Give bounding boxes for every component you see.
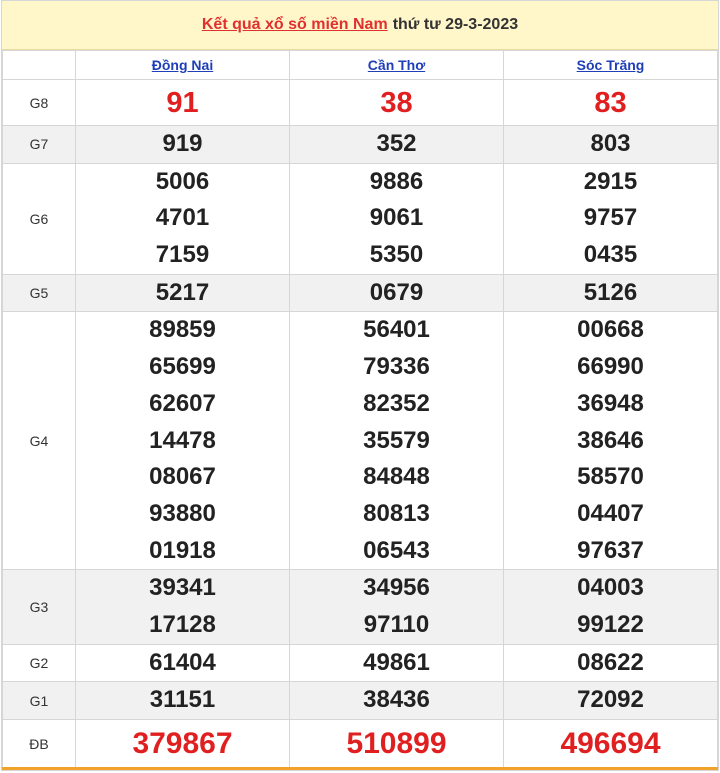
prize-number: 36948 bbox=[577, 389, 644, 417]
prize-number: 5006 bbox=[155, 167, 210, 195]
prize-number: 17128 bbox=[149, 610, 216, 638]
prize-row-g2 bbox=[3, 644, 718, 682]
results-title-bar bbox=[2, 1, 718, 50]
prize-number: 72092 bbox=[504, 682, 718, 720]
prize-number-stack bbox=[504, 163, 718, 274]
province-link-soc-trang[interactable]: Sóc Trăng bbox=[576, 57, 645, 73]
prize-number: 4701 bbox=[155, 204, 210, 232]
prize-number: 00668 bbox=[577, 316, 644, 344]
prize-row-g3 bbox=[3, 570, 718, 644]
prize-number: 0435 bbox=[583, 241, 638, 269]
prize-number: 62607 bbox=[149, 389, 216, 417]
prize-row-g4 bbox=[3, 312, 718, 570]
prize-number: 919 bbox=[76, 126, 290, 164]
prize-number: 14478 bbox=[149, 426, 216, 454]
prize-row-g7 bbox=[3, 126, 718, 164]
prize-number: 352 bbox=[290, 126, 504, 164]
prize-number: 31151 bbox=[76, 682, 290, 720]
prize-number: 9757 bbox=[583, 204, 638, 232]
prize-label: G6 bbox=[3, 163, 76, 274]
province-link-can-tho[interactable]: Cần Thơ bbox=[367, 57, 426, 73]
prize-number: 08067 bbox=[149, 463, 216, 491]
results-title-link[interactable]: Kết quả xổ số miền Nam bbox=[201, 16, 388, 33]
prize-number: 89859 bbox=[149, 316, 216, 344]
prize-number: 08622 bbox=[504, 644, 718, 682]
prize-number: 80813 bbox=[363, 499, 430, 527]
prize-number: 83 bbox=[504, 80, 718, 126]
prize-number-stack bbox=[290, 163, 504, 274]
prize-label: G7 bbox=[3, 126, 76, 164]
results-date-text: thứ tư 29-3-2023 bbox=[392, 16, 519, 33]
prize-number: 7159 bbox=[155, 241, 210, 269]
prize-number: 04003 bbox=[577, 574, 644, 602]
prize-number: 01918 bbox=[149, 536, 216, 564]
prize-number: 0679 bbox=[290, 274, 504, 312]
special-prize-number: 496694 bbox=[504, 720, 718, 769]
prize-label: G5 bbox=[3, 274, 76, 312]
prize-row-g5 bbox=[3, 274, 718, 312]
prize-number: 38 bbox=[290, 80, 504, 126]
special-prize-number: 379867 bbox=[76, 720, 290, 769]
province-header-cell bbox=[504, 51, 718, 80]
prize-number: 93880 bbox=[149, 499, 216, 527]
prize-number-stack bbox=[504, 312, 718, 570]
prize-number: 56401 bbox=[363, 316, 430, 344]
prize-number: 65699 bbox=[149, 353, 216, 381]
prize-number: 9061 bbox=[369, 204, 424, 232]
prize-number: 49861 bbox=[290, 644, 504, 682]
prize-number: 39341 bbox=[149, 574, 216, 602]
prize-number: 99122 bbox=[577, 610, 644, 638]
prize-number: 66990 bbox=[577, 353, 644, 381]
prize-number-stack bbox=[504, 570, 718, 644]
prize-number: 79336 bbox=[363, 353, 430, 381]
corner-cell bbox=[3, 51, 76, 80]
prize-number-stack bbox=[290, 570, 504, 644]
prize-number-stack bbox=[290, 312, 504, 570]
prize-row-g8 bbox=[3, 80, 718, 126]
prize-number: 82352 bbox=[363, 389, 430, 417]
lottery-results-table-container bbox=[1, 0, 719, 771]
prize-number: 2915 bbox=[583, 167, 638, 195]
province-header-cell bbox=[76, 51, 290, 80]
prize-number: 803 bbox=[504, 126, 718, 164]
prize-label: G8 bbox=[3, 80, 76, 126]
prize-number-stack bbox=[76, 570, 290, 644]
prize-number: 97110 bbox=[363, 610, 430, 638]
prize-number: 38436 bbox=[290, 682, 504, 720]
prize-row-special bbox=[3, 720, 718, 769]
prize-number: 5126 bbox=[504, 274, 718, 312]
province-header-cell bbox=[290, 51, 504, 80]
prize-number: 9886 bbox=[369, 167, 424, 195]
prize-label: G2 bbox=[3, 644, 76, 682]
prize-number: 97637 bbox=[577, 536, 644, 564]
prize-number-stack bbox=[76, 163, 290, 274]
prize-number: 91 bbox=[76, 80, 290, 126]
special-prize-number: 510899 bbox=[290, 720, 504, 769]
prize-number: 38646 bbox=[577, 426, 644, 454]
prize-label: ĐB bbox=[3, 720, 76, 769]
prize-number: 5350 bbox=[369, 241, 424, 269]
prize-label: G4 bbox=[3, 312, 76, 570]
prize-number: 34956 bbox=[363, 574, 430, 602]
prize-number: 84848 bbox=[363, 463, 430, 491]
results-table bbox=[2, 50, 718, 769]
prize-row-g1 bbox=[3, 682, 718, 720]
prize-row-g6 bbox=[3, 163, 718, 274]
prize-number: 35579 bbox=[363, 426, 430, 454]
bottom-accent-line bbox=[2, 767, 718, 770]
prize-number: 5217 bbox=[76, 274, 290, 312]
prize-number: 61404 bbox=[76, 644, 290, 682]
prize-number: 58570 bbox=[577, 463, 644, 491]
province-header-row bbox=[3, 51, 718, 80]
prize-number-stack bbox=[76, 312, 290, 570]
prize-label: G1 bbox=[3, 682, 76, 720]
prize-number: 06543 bbox=[363, 536, 430, 564]
prize-label: G3 bbox=[3, 570, 76, 644]
province-link-dong-nai[interactable]: Đồng Nai bbox=[151, 57, 214, 73]
prize-number: 04407 bbox=[577, 499, 644, 527]
